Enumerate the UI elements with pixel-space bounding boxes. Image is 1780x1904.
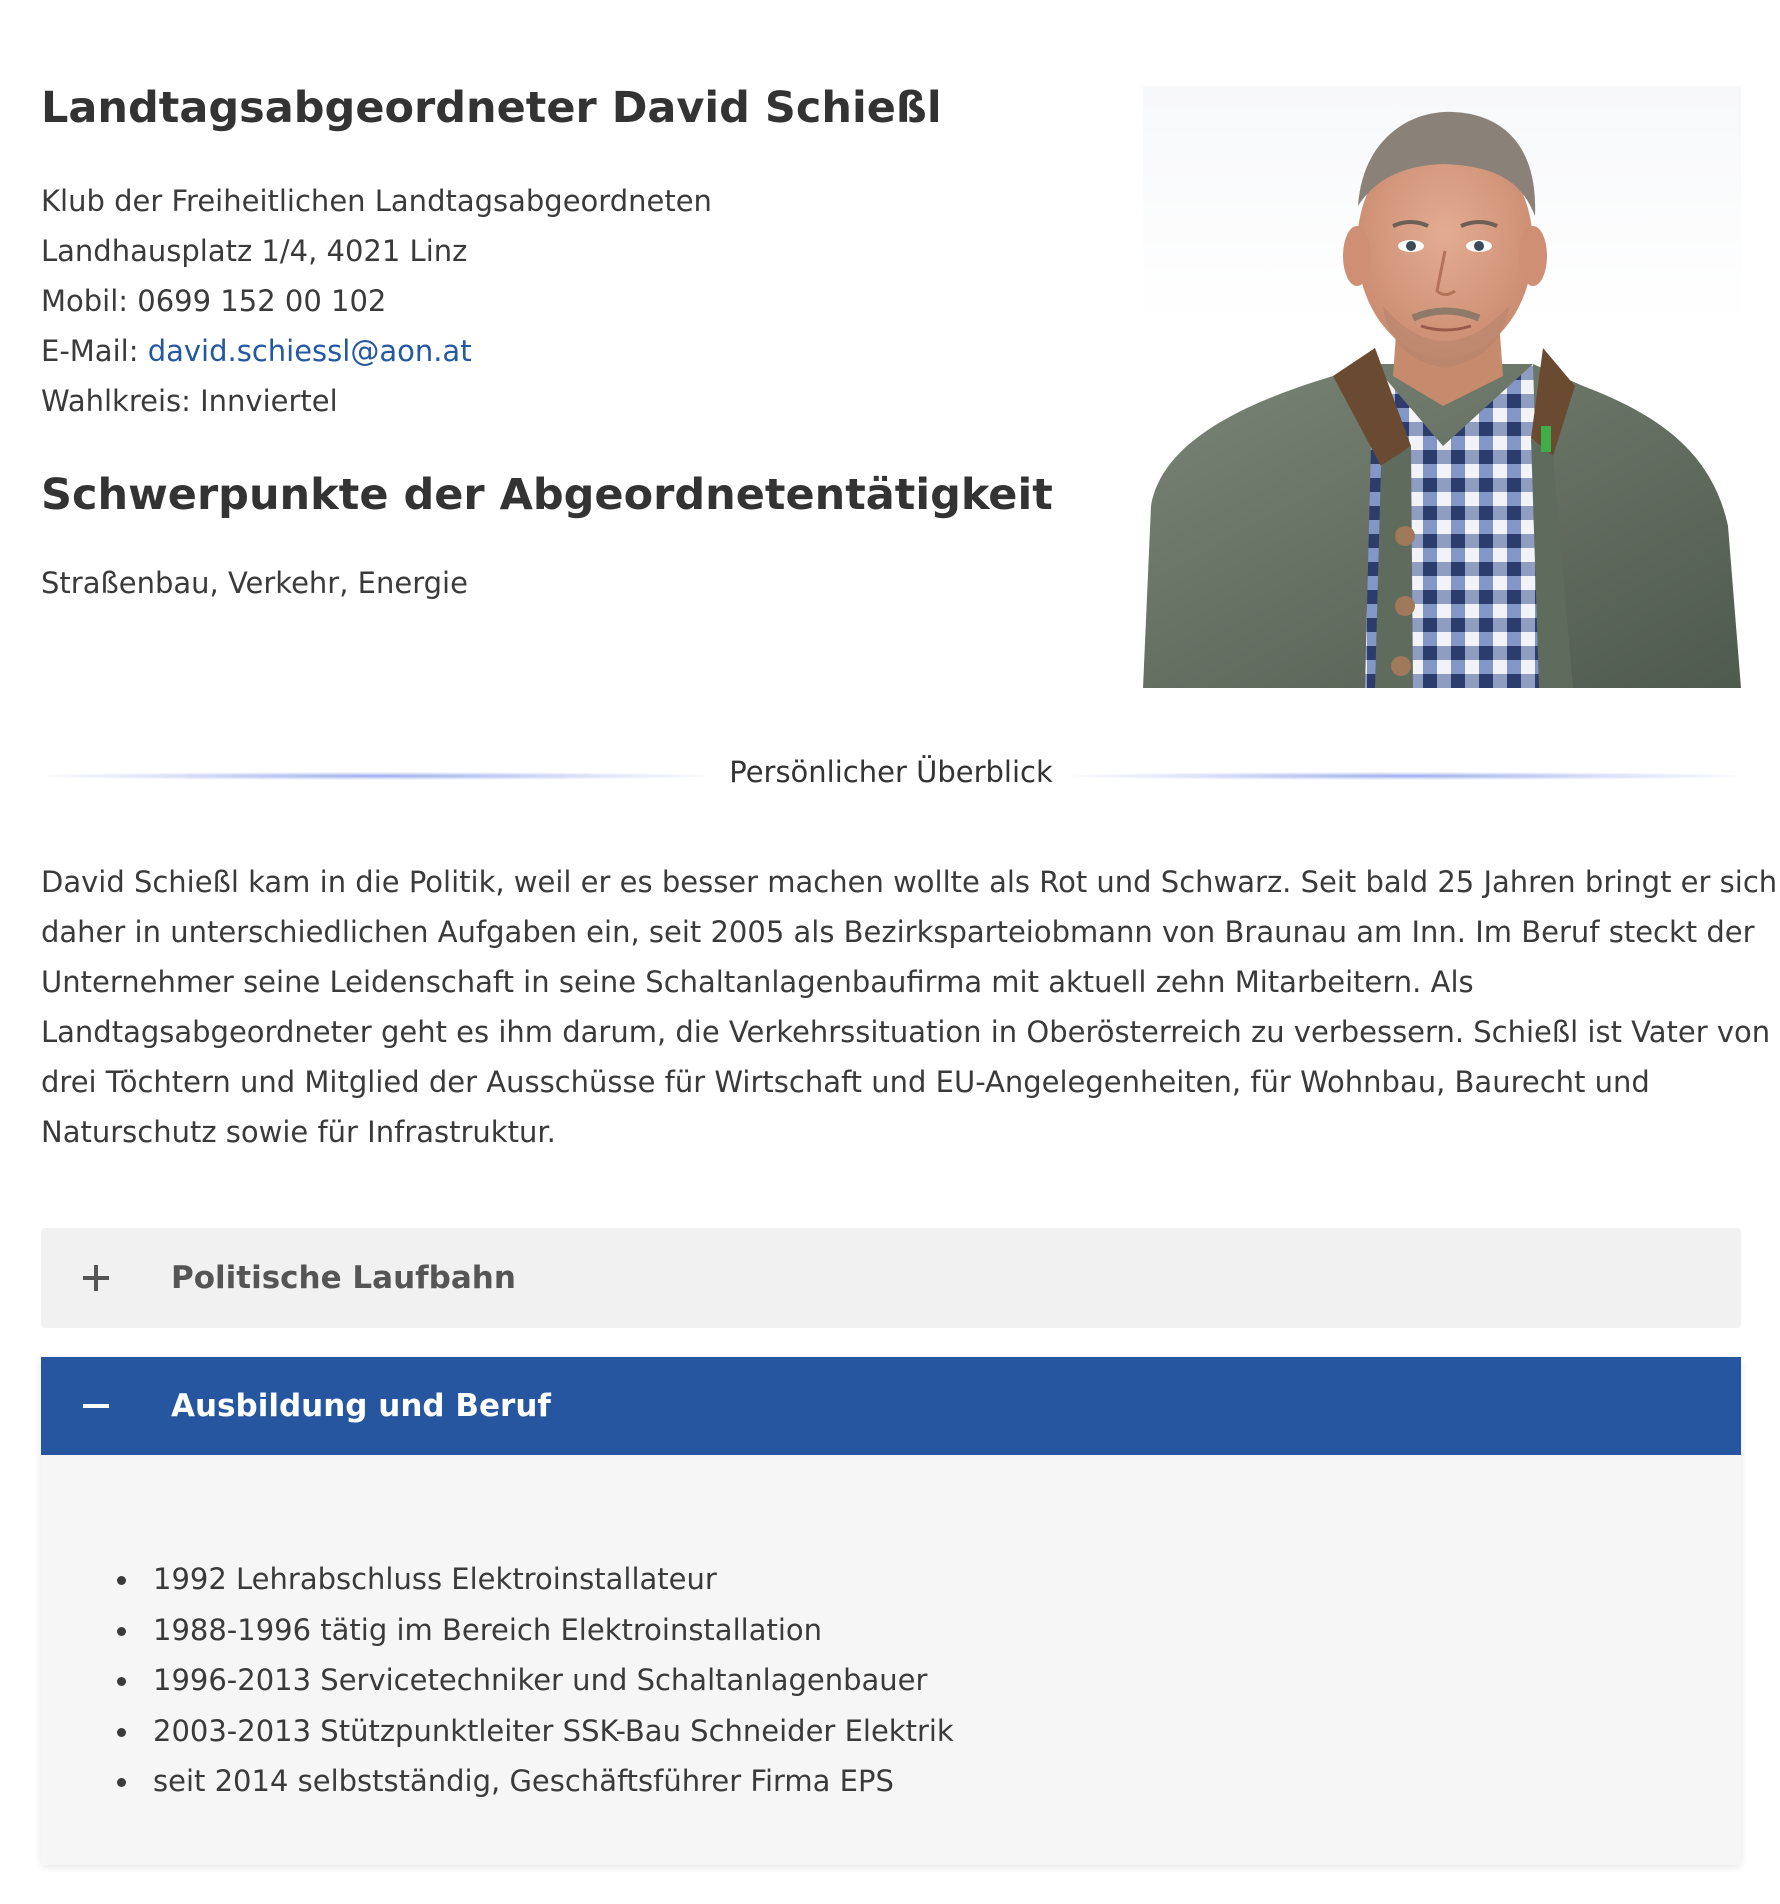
profile-section <box>41 0 1741 700</box>
accordion-politische-laufbahn <box>41 1228 1741 1328</box>
bullet-icon <box>117 1677 126 1686</box>
profile-text <box>41 78 1101 604</box>
list-item-text: 1992 Lehrabschluss Elektroinstallateur <box>153 1562 717 1596</box>
mobile-row <box>41 276 1101 326</box>
accordion-ausbildung-und-beruf <box>41 1357 1741 1865</box>
bullet-icon <box>117 1576 126 1585</box>
bullet-icon <box>117 1728 126 1737</box>
accordion-header-politische-laufbahn[interactable] <box>41 1228 1741 1328</box>
list-item-text: 1996-2013 Servicetechniker und Schaltanlagenbauer <box>153 1663 928 1697</box>
accordion-header-ausbildung-und-beruf[interactable] <box>41 1357 1741 1455</box>
accordion-body <box>41 1455 1741 1865</box>
accordion-label: Ausbildung und Beruf <box>171 1388 551 1424</box>
bullet-icon <box>117 1778 126 1787</box>
bio-line: Naturschutz sowie für Infrastruktur. <box>41 1115 556 1149</box>
contact-block <box>41 176 1101 426</box>
club-name: Klub der Freiheitlichen Landtagsabgeordneten <box>41 184 712 218</box>
career-list <box>117 1554 1741 1807</box>
list-item <box>117 1605 1741 1656</box>
mobile-label: Mobil: <box>41 284 138 318</box>
bio-paragraph <box>41 857 1778 1157</box>
bio-line: drei Töchtern und Mitglied der Ausschüsse für Wirtschaft und EU-Angelegenheiten, für Wohnbau, Baurecht und <box>41 1065 1650 1099</box>
section-divider <box>41 745 1741 795</box>
address: Landhausplatz 1/4, 4021 Linz <box>41 234 468 268</box>
bio-line: Landtagsabgeordneter geht es ihm darum, die Verkehrssituation in Oberösterreich zu verbessern. Schießl ist Vater von <box>41 1015 1771 1049</box>
minus-icon <box>79 1389 113 1423</box>
page-title: Landtagsabgeordneter David Schießl <box>41 83 942 133</box>
constituency-label: Wahlkreis: <box>41 384 201 418</box>
bio-line: Unternehmer seine Leidenschaft in seine Schaltanlagenbaufirma mit aktuell zehn Mitarbeitern. Als <box>41 965 1474 999</box>
list-item <box>117 1655 1741 1706</box>
email-row <box>41 326 1101 376</box>
divider-label: Persönlicher Überblick <box>711 745 1071 799</box>
divider-line-left <box>41 772 711 780</box>
bio-line: David Schießl kam in die Politik, weil er es besser machen wollte als Rot und Schwarz. Seit bald 25 Jahren bringt er sich <box>41 865 1778 899</box>
list-item <box>117 1554 1741 1605</box>
portrait-photo <box>1143 86 1741 688</box>
list-item-text: 2003-2013 Stützpunktleiter SSK-Bau Schneider Elektrik <box>153 1713 954 1748</box>
bio-line: daher in unterschiedlichen Aufgaben ein, seit 2005 als Bezirksparteiobmann von Braunau am Inn. Im Beruf steckt der <box>41 915 1755 949</box>
bullet-icon <box>117 1627 126 1636</box>
focus-heading: Schwerpunkte der Abgeordnetentätigkeit <box>41 470 1053 520</box>
list-item-text: seit 2014 selbstständig, Geschäftsführer Firma EPS <box>153 1764 894 1798</box>
email-link[interactable]: david.schiessl@aon.at <box>147 334 472 368</box>
accordion-label: Politische Laufbahn <box>171 1260 516 1296</box>
constituency-value: Innviertel <box>200 384 338 418</box>
mobile-number: 0699 152 00 102 <box>137 284 387 318</box>
list-item <box>117 1706 1741 1757</box>
list-item <box>117 1756 1741 1807</box>
constituency-row <box>41 376 1101 426</box>
portrait-illustration <box>1143 86 1741 688</box>
divider-line-right <box>1071 772 1741 780</box>
plus-icon <box>79 1261 113 1295</box>
focus-text: Straßenbau, Verkehr, Energie <box>41 566 468 600</box>
email-label: E-Mail: <box>41 334 148 368</box>
list-item-text: 1988-1996 tätig im Bereich Elektroinstallation <box>153 1612 823 1647</box>
